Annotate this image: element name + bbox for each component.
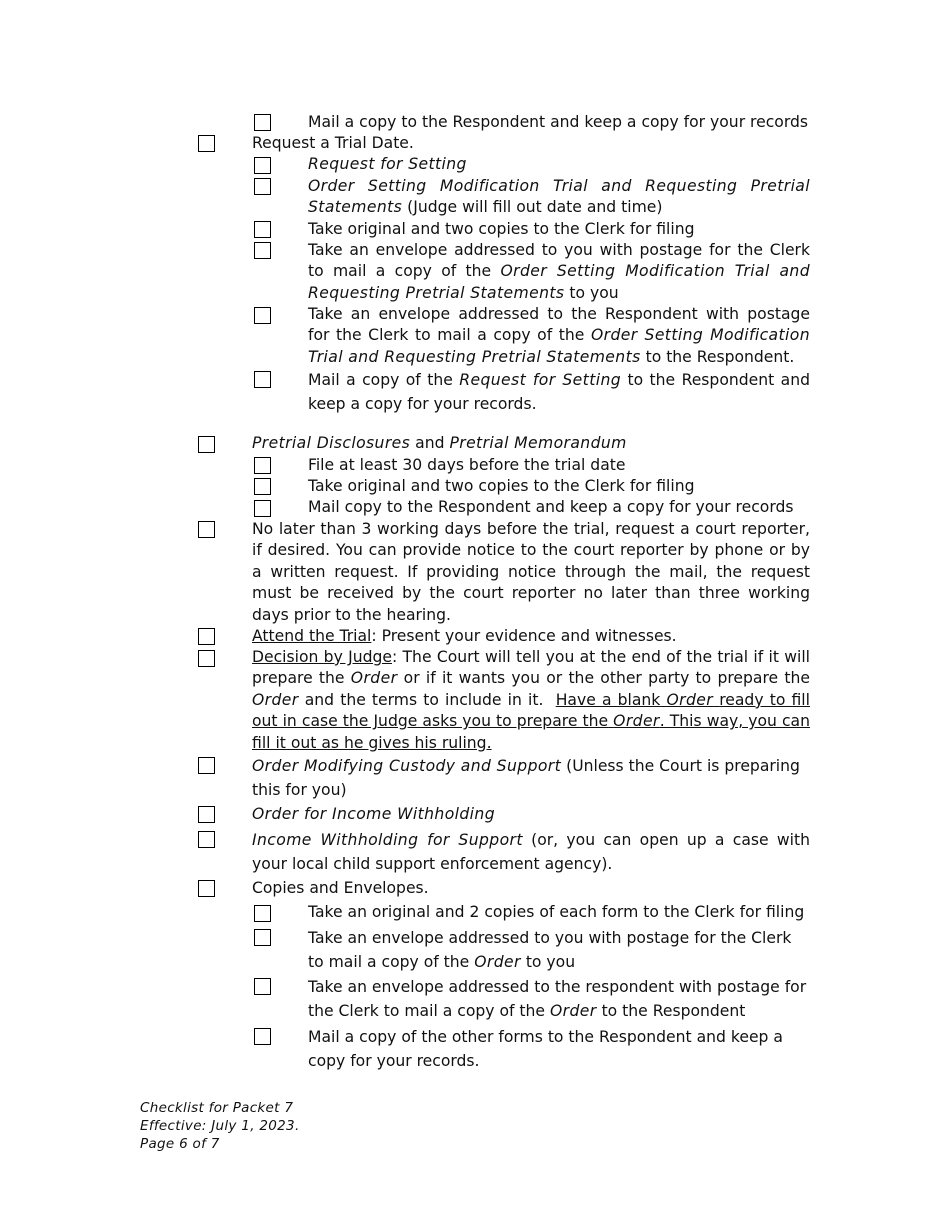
checkbox-income-withholding-support[interactable]	[198, 831, 215, 848]
item-envelope-respondent: Take an envelope addressed to the Respondent with postage for the Clerk to mail a copy of the Order Setting Modification Trial and Requesting Pretrial Statements to the Respondent.	[308, 305, 810, 366]
checkbox-take-original[interactable]	[254, 221, 271, 238]
checkbox-request-for-setting[interactable]	[254, 157, 271, 174]
checkbox-order-setting[interactable]	[254, 178, 271, 195]
checkbox-mail-copy-top[interactable]	[254, 114, 271, 131]
item-copies-envelopes: Copies and Envelopes.	[252, 879, 429, 897]
item-mail-request-for-setting: Mail a copy of the Request for Setting to the Respondent and keep a copy for your records.	[308, 371, 810, 413]
item-take-original-2: Take original and two copies to the Clerk for filing	[308, 477, 695, 495]
item-mail-copy-top: Mail a copy to the Respondent and keep a copy for your records	[308, 113, 808, 131]
checkbox-order-modifying[interactable]	[198, 757, 215, 774]
item-take-original-each: Take an original and 2 copies of each form to the Clerk for filing	[308, 903, 805, 921]
item-court-reporter: No later than 3 working days before the trial, request a court reporter, if desired. You can provide notice to the court reporter by phone or by a written request. If providing notice through the mail, the request must be received by the court reporter no later than three working days prior to the hearing.	[252, 520, 810, 624]
item-envelope-you-order: Take an envelope addressed to you with postage for the Clerk to mail a copy of the Order to you	[308, 929, 792, 971]
checkbox-take-original-each[interactable]	[254, 905, 271, 922]
checkbox-copies-envelopes[interactable]	[198, 880, 215, 897]
item-take-original: Take original and two copies to the Clerk for filing	[308, 220, 695, 238]
item-file-30-days: File at least 30 days before the trial date	[308, 456, 626, 474]
item-envelope-you: Take an envelope addressed to you with postage for the Clerk to mail a copy of the Order Setting Modification Trial and Requesting Pretrial Statements to you	[308, 241, 810, 302]
checkbox-envelope-you-order[interactable]	[254, 929, 271, 946]
checkbox-request-trial-date[interactable]	[198, 135, 215, 152]
checkbox-envelope-respondent-order[interactable]	[254, 978, 271, 995]
item-request-trial-date: Request a Trial Date.	[252, 134, 414, 152]
footer-packet: Checklist for Packet 7	[140, 1100, 294, 1116]
checkbox-file-30-days[interactable]	[254, 457, 271, 474]
checkbox-court-reporter[interactable]	[198, 521, 215, 538]
item-pretrial-disclosures: Pretrial Disclosures and Pretrial Memorandum	[252, 434, 627, 452]
item-mail-other-forms: Mail a copy of the other forms to the Respondent and keep a copy for your records.	[308, 1028, 783, 1070]
item-income-withholding-support: Income Withholding for Support (or, you can open up a case with your local child support enforcement agency).	[252, 831, 810, 873]
footer-page-number: Page 6 of 7	[140, 1136, 220, 1152]
checkbox-envelope-you[interactable]	[254, 242, 271, 259]
item-order-setting: Order Setting Modification Trial and Requesting Pretrial Statements (Judge will fill out date and time)	[308, 177, 810, 217]
checkbox-attend-trial[interactable]	[198, 628, 215, 645]
page-footer	[140, 1099, 300, 1153]
item-decision-by-judge: Decision by Judge: The Court will tell you at the end of the trial if it will prepare the Order or if it wants you or the other party to prepare the Order and the terms to include in it. Have a blank Order ready to fill out in case the Judge asks you to prepare the Order. This way, you can fill it out as he gives his ruling.	[252, 648, 810, 752]
item-request-for-setting: Request for Setting	[308, 155, 467, 173]
checkbox-mail-copy-records[interactable]	[254, 500, 271, 517]
checkbox-mail-other-forms[interactable]	[254, 1028, 271, 1045]
checkbox-decision-by-judge[interactable]	[198, 650, 215, 667]
item-attend-trial: Attend the Trial: Present your evidence and witnesses.	[252, 627, 677, 645]
item-envelope-respondent-order: Take an envelope addressed to the respondent with postage for the Clerk to mail a copy of the Order to the Respondent	[308, 978, 807, 1020]
footer-effective-date: Effective: July 1, 2023.	[140, 1118, 300, 1134]
item-order-modifying: Order Modifying Custody and Support (Unless the Court is preparing this for you)	[252, 757, 800, 799]
checkbox-pretrial-disclosures[interactable]	[198, 436, 215, 453]
item-mail-copy-records: Mail copy to the Respondent and keep a copy for your records	[308, 498, 794, 516]
item-order-income-withholding: Order for Income Withholding	[252, 805, 495, 823]
checkbox-mail-request-for-setting[interactable]	[254, 371, 271, 388]
checkbox-envelope-respondent[interactable]	[254, 307, 271, 324]
checkbox-take-original-2[interactable]	[254, 478, 271, 495]
checkbox-order-income-withholding[interactable]	[198, 806, 215, 823]
